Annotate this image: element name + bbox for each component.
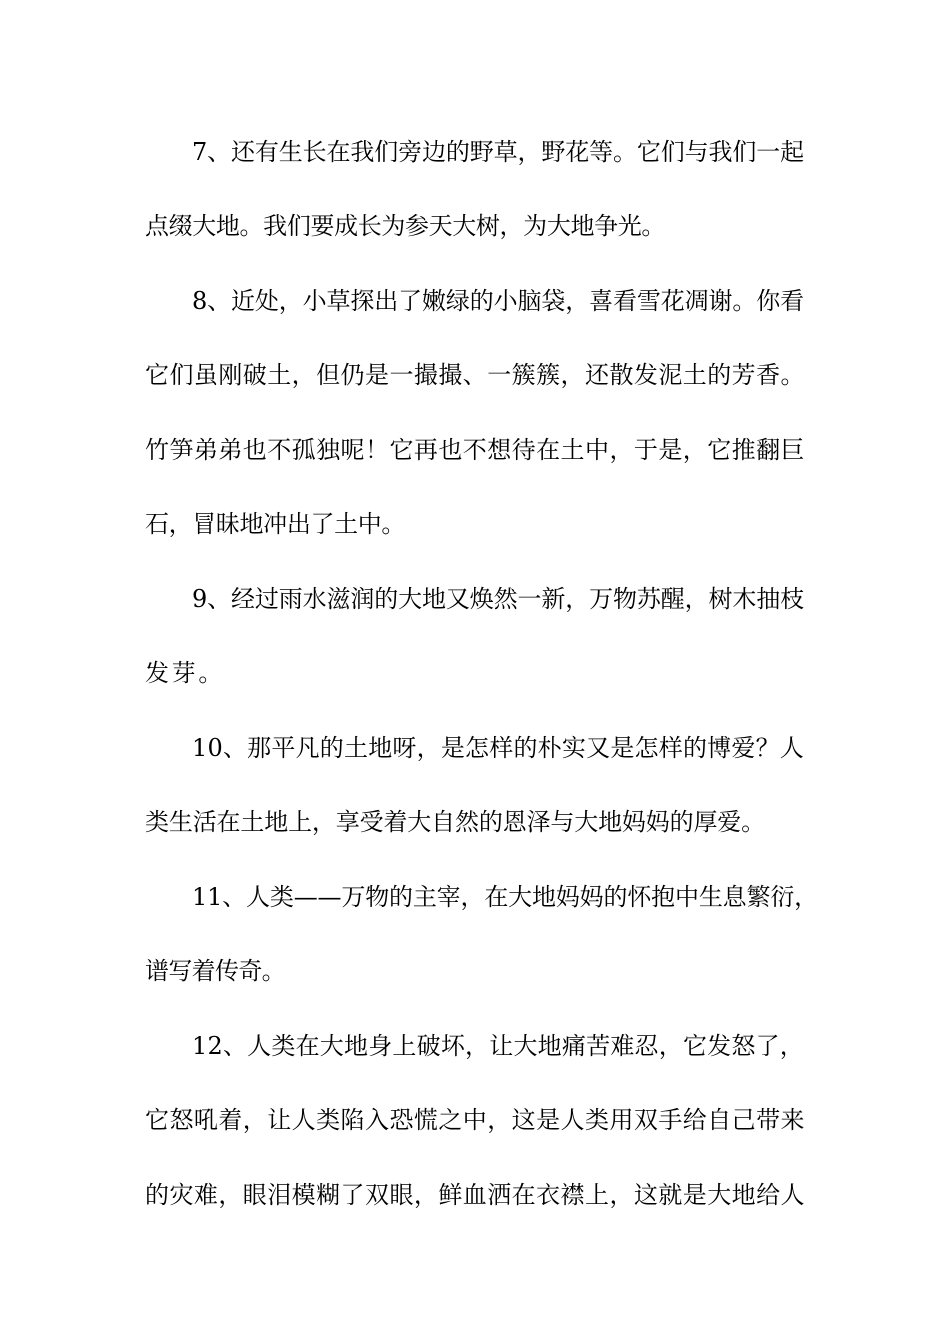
paragraph-7-line-1: 7、还有生长在我们旁边的野草，野花等。它们与我们一起 [192,138,804,166]
paragraph-12-line-1: 12、人类在大地身上破坏，让大地痛苦难忍，它发怒了， [192,1032,804,1060]
paragraph-8-line-4: 石，冒昧地冲出了土中。 [145,510,405,538]
paragraph-8-line-3: 竹笋弟弟也不孤独呢！它再也不想待在土中，于是，它推翻巨 [145,436,805,464]
paragraph-12-line-3: 的灾难，眼泪模糊了双眼，鲜血洒在衣襟上，这就是大地给人 [145,1181,805,1209]
paragraph-7-line-2: 点缀大地。我们要成长为参天大树，为大地争光。 [145,212,665,240]
paragraph-10-line-2: 类生活在土地上，享受着大自然的恩泽与大地妈妈的厚爱。 [145,808,765,836]
paragraph-9-line-2: 发芽。 [145,659,225,687]
paragraph-12-line-2: 它怒吼着，让人类陷入恐慌之中，这是人类用双手给自己带来 [145,1106,805,1134]
paragraph-11-line-2: 谱写着传奇。 [145,957,285,985]
paragraph-10-line-1: 10、那平凡的土地呀，是怎样的朴实又是怎样的博爱？人 [192,734,804,762]
paragraph-8-line-2: 它们虽刚破土，但仍是一撮撮、一簇簇，还散发泥土的芳香。 [145,361,805,389]
paragraph-11-line-1: 11、人类——万物的主宰，在大地妈妈的怀抱中生息繁衍， [192,883,818,911]
paragraph-9-line-1: 9、经过雨水滋润的大地又焕然一新，万物苏醒，树木抽枝 [192,585,804,613]
paragraph-8-line-1: 8、近处，小草探出了嫩绿的小脑袋，喜看雪花凋谢。你看 [192,287,804,315]
